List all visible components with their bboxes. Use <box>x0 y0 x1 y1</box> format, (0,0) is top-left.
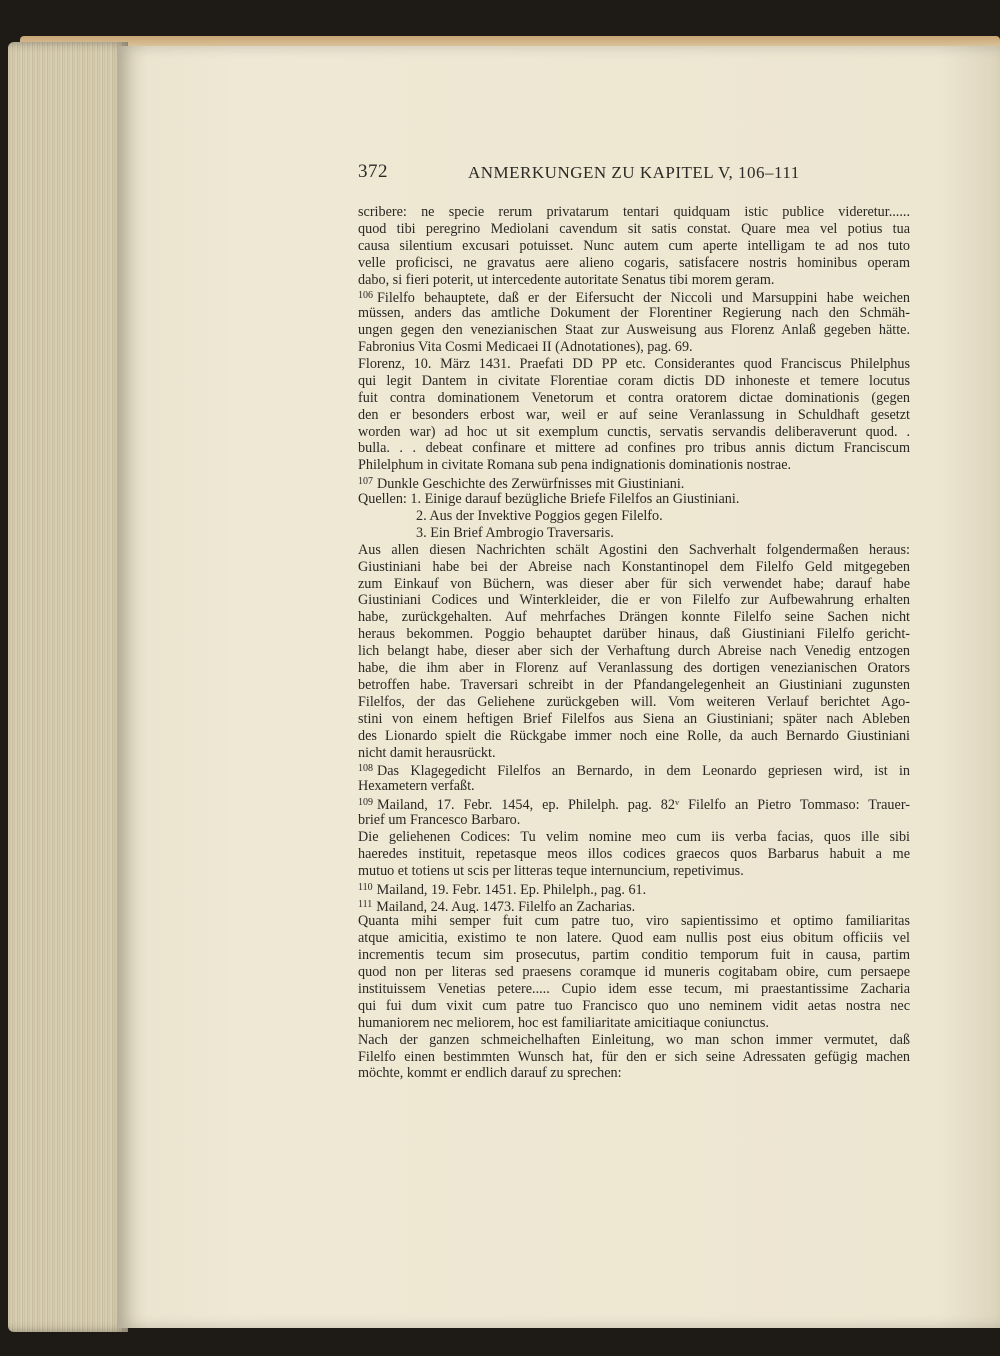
line-text: 2. Aus der Invektive Poggios gegen Filelfo. <box>416 508 663 525</box>
footnote-line <box>358 474 910 491</box>
line-text: bulla. . . debeat confinare et mittere ad confines pro tribus annis dictum Franciscum <box>358 440 910 457</box>
line-text: quod tibi peregrino Mediolani cavendum sit satis constat. Quare mea vel potius tua <box>358 220 910 237</box>
footnote-line <box>358 288 910 305</box>
line-text: Philelphum in civitate Romana sub pena indignationis dominationis nostrae. <box>358 457 792 474</box>
text-line <box>358 491 910 508</box>
line-text: zum Einkauf von Büchern, was dieser aber für sich verwendet habe; darauf habe <box>358 575 910 592</box>
footnote-line <box>358 761 910 778</box>
line-text: worden war) ad hoc ut sit exemplum cunctis, servatis servandis deliberaverunt quod. . <box>358 423 910 440</box>
footnote-line <box>358 880 910 897</box>
text-line <box>358 677 910 694</box>
line-text: Filelfos, der das Geliehene zurückgeben will. Vom weiteren Verlauf berichtet Ago- <box>358 693 910 710</box>
text-line <box>358 1015 910 1032</box>
line-text: fuit contra dominationem Venetorum et contra oratorem dictae dominationis (gegen <box>358 389 910 406</box>
line-text: ungen gegen den venezianischen Staat zur Ausweisung aus Florenz Anlaß gegeben hätte. <box>358 322 910 339</box>
line-text: humaniorem nec meliorem, hoc est familiaritate amicitiaque coniunctus. <box>358 1014 769 1031</box>
line-text: haeredes instituit, repetasque meos illos codices graecos quos Barbarus habuit a me <box>358 845 910 862</box>
text-line <box>358 238 910 255</box>
line-text: Quellen: 1. Einige darauf bezügliche Briefe Filelfos an Giustiniani. <box>358 491 740 508</box>
line-text: stini von einem heftigen Brief Filelfos aus Siena an Giustiniani; später nach Ableben <box>358 710 910 727</box>
text-line <box>358 964 910 981</box>
text-line <box>358 778 910 795</box>
line-text: betroffen habe. Traversari schreibt in der Pfandangelegenheit an Giustiniani zugunsten <box>358 676 910 693</box>
text-line <box>358 592 910 609</box>
text-line <box>358 626 910 643</box>
text-line <box>358 339 910 356</box>
line-text: lich belangt habe, dieser aber sich der Verhaftung durch Abreise nach Venedig entzogen <box>358 643 910 660</box>
text-line <box>358 1032 910 1049</box>
text-line <box>358 745 910 762</box>
footnote-line <box>358 795 910 812</box>
line-text: qui legit Dantem in civitate Florentiae coram dictis DD inhoneste et temere locutus <box>358 372 910 389</box>
text-line <box>358 440 910 457</box>
line-text: Die geliehenen Codices: Tu velim nomine meo cum iis verba facias, quos ille sibi <box>358 828 910 845</box>
line-text: incrementis tecum sim prosecutus, partim conditio temporum fuit in causa, partim <box>358 947 910 964</box>
text-line <box>358 424 910 441</box>
text-line <box>358 728 910 745</box>
text-line <box>358 525 910 542</box>
line-text: Mailand, 24. Aug. 1473. Filelfo an Zacharias. <box>376 898 636 914</box>
text-line <box>358 542 910 559</box>
line-text: Florenz, 10. März 1431. Praefati DD PP etc. Considerantes quod Franciscus Philelphus <box>358 356 910 373</box>
line-text: Fabronius Vita Cosmi Medicaei II (Adnotationes), pag. 69. <box>358 339 693 356</box>
line-text: nicht damit herausrückt. <box>358 744 496 761</box>
line-text: Dunkle Geschichte des Zerwürfnisses mit Giustiniani. <box>377 476 685 492</box>
text-line <box>358 609 910 626</box>
text-line <box>358 812 910 829</box>
text-line <box>358 829 910 846</box>
footnote-number: 107 <box>358 476 373 488</box>
line-text: Hexametern verfaßt. <box>358 778 475 795</box>
text-line <box>358 221 910 238</box>
text-line <box>358 356 910 373</box>
text-line <box>358 947 910 964</box>
text-line <box>358 457 910 474</box>
line-text: Mailand, 19. Febr. 1451. Ep. Philelph., pag. 61. <box>376 881 647 897</box>
footnote-number: 108 <box>358 763 373 775</box>
line-text: habe, zurückgehalten. Auf mehrfaches Drängen konnte Filelfo seine Sachen nicht <box>358 609 910 626</box>
body-text <box>358 204 910 1082</box>
line-text: möchte, kommt er endlich darauf zu sprechen: <box>358 1065 622 1082</box>
text-line <box>358 255 910 272</box>
text-line <box>358 272 910 289</box>
text-line <box>358 305 910 322</box>
text-line <box>358 390 910 407</box>
line-text: heraus bekommen. Poggio behauptet darüber hinaus, daß Giustiniani Filelfo gericht- <box>358 626 910 643</box>
line-text: dabo, si fieri poterit, ut intercedente autoritate Senatus tibi morem geram. <box>358 271 775 288</box>
text-line <box>358 508 910 525</box>
text-line <box>358 930 910 947</box>
text-line <box>358 576 910 593</box>
book-page-edges <box>8 42 128 1332</box>
line-text: Giustiniani Codices und Winterkleider, die er von Filelfo zur Aufbewahrung erhalten <box>358 592 910 609</box>
text-line <box>358 981 910 998</box>
line-text: instituissem Venetias petere..... Cupio idem esse tecum, mi praestantissime Zacharia <box>358 980 910 997</box>
footnote-number: 106 <box>358 290 373 302</box>
text-line <box>358 407 910 424</box>
footnote-number: 111 <box>358 898 373 910</box>
text-line <box>358 204 910 221</box>
line-text: Nach der ganzen schmeichelhaften Einleitung, wo man schon immer vermutet, daß <box>358 1031 910 1048</box>
line-text: causa silentium excusari potuisset. Nunc autem cum aperte intelligam te ad nos tuto <box>358 237 910 254</box>
line-text: scribere: ne specie rerum privatarum tentari quidquam istic publice videretur...... <box>358 204 910 220</box>
line-text: Giustiniani habe bei der Abreise nach Konstantinopel dem Filelfo Geld mitgegeben <box>358 558 910 575</box>
line-text: atque amicitia, existimo te non latere. Quod eam nullis post eius obitum officiis vel <box>358 930 910 947</box>
text-line <box>358 660 910 677</box>
text-line <box>358 711 910 728</box>
footnote-line <box>358 897 910 914</box>
text-line <box>358 643 910 660</box>
line-text: quod non per literas sed praesens coramque id muneris cogitabam obire, cum persaepe <box>358 964 910 981</box>
text-line <box>358 322 910 339</box>
running-title: ANMERKUNGEN ZU KAPITEL V, 106–111 <box>468 163 800 182</box>
page-header <box>358 161 918 191</box>
text-line <box>358 694 910 711</box>
text-line <box>358 373 910 390</box>
line-text: qui fui dum vixit cum patre tuo Francisco quo uno neminem vidit aetas nostra nec <box>358 997 910 1014</box>
text-line <box>358 863 910 880</box>
line-text: Quanta mihi semper fuit cum patre tuo, viro sapientissimo et optimo familiaritas <box>358 913 910 930</box>
text-line <box>358 913 910 930</box>
line-text: habe, die ihm aber in Florenz auf Veranlassung des dortigen venezianischen Orators <box>358 660 910 677</box>
line-text: brief um Francesco Barbaro. <box>358 812 521 829</box>
line-text: müssen, anders das amtliche Dokument der Florentiner Regierung nach den Schmäh- <box>358 305 910 322</box>
line-text: Aus allen diesen Nachrichten schält Agostini den Sachverhalt folgendermaßen heraus: <box>358 541 910 558</box>
line-text: velle proficisci, ne gravatus aere alieno cogaris, satisfacere nostris hominibus operam <box>358 254 910 271</box>
line-text: mutuo et totiens ut scis per litteras teque internuncium, repetivimus. <box>358 862 744 879</box>
text-line <box>358 559 910 576</box>
line-text: Filelfo behauptete, daß er der Eifersucht der Niccoli und Marsuppini habe weichen <box>377 290 910 306</box>
footnote-number: 109 <box>358 797 373 809</box>
text-line <box>358 1065 910 1082</box>
line-text: Das Klagegedicht Filelfos an Bernardo, in dem Leonardo gepriesen wird, ist in <box>377 763 910 779</box>
text-line <box>358 998 910 1015</box>
text-line <box>358 846 910 863</box>
line-text: den er besonders erbost war, weil er auf seine Veranlassung in Schuldhaft gesetzt <box>358 406 910 423</box>
page-number: 372 <box>358 161 388 182</box>
line-text: Filelfo einen bestimmten Wunsch hat, für den er sich seine Adressaten gefügig machen <box>358 1048 910 1065</box>
line-text: Mailand, 17. Febr. 1454, ep. Philelph. pag. 82ᵛ Filelfo an Pietro Tommaso: Trauer- <box>377 797 910 813</box>
line-text: des Lionardo spielt die Rückgabe immer noch eine Rolle, da auch Bernardo Giustiniani <box>358 727 910 744</box>
line-text: 3. Ein Brief Ambrogio Traversaris. <box>416 524 614 541</box>
footnote-number: 110 <box>358 881 373 893</box>
text-line <box>358 1049 910 1066</box>
